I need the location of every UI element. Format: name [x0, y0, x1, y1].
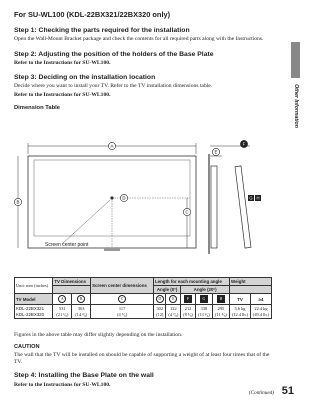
tv-dimension-diagram	[12, 140, 262, 258]
figures-note: Figures in the above table may differ slightly depending on the installation.	[14, 332, 183, 338]
side-tab	[291, 42, 300, 78]
step4-bold: Refer to the Instructions for SU-WL100.	[14, 382, 111, 388]
mounting-angle-header: Length for each mounting angle	[153, 278, 229, 286]
caution-heading: CAUTION	[14, 344, 40, 350]
marker-a: A	[110, 143, 114, 149]
step2-title: Step 2: Adjusting the position of the holders of the Base Plate	[14, 51, 214, 59]
cell-e: 122 (4 ⁷⁄₈)	[166, 305, 181, 318]
tv-stand-neck	[104, 248, 120, 251]
col-x4: ≥4	[250, 294, 271, 305]
col-e: E	[169, 295, 177, 303]
page-number: 51	[281, 385, 294, 397]
col-c: C	[118, 295, 126, 303]
cell-b: 363 (14 ³⁄₈)	[72, 305, 91, 318]
step3-title: Step 3: Deciding on the installation location	[14, 74, 156, 82]
marker-g: G	[249, 195, 253, 201]
page-content	[14, 10, 276, 113]
angle-0-header: Angle (0°)	[153, 286, 180, 294]
col-tv: TV	[230, 294, 251, 305]
cell-c: 117 (4 ⁵⁄₈)	[91, 305, 154, 318]
step3-text: Decide where you want to install your TV. Refer to the TV installation dimensions table.	[14, 83, 213, 90]
cell-d: 302 (12)	[153, 305, 166, 318]
step1-text: Open the Wall-Mount Bracket package and check the contents for all required parts along with the Instructions.	[14, 36, 264, 42]
marker-b: B	[16, 199, 20, 205]
unit-label: Unit: mm (inches)	[15, 278, 53, 294]
col-b: B	[77, 295, 85, 303]
wall-line	[208, 154, 210, 254]
continued-label: (Continued)	[248, 390, 274, 396]
weight-header: Weight	[230, 278, 272, 286]
tv-side-0deg	[211, 166, 217, 248]
col-h: H	[217, 295, 225, 303]
cell-g: 338 (13 ³⁄₈)	[195, 305, 212, 318]
page-heading: For SU-WL100 (KDL-22BX321/22BX320 only)	[14, 10, 171, 19]
cell-f: 212 (8 ³⁄₈)	[181, 305, 196, 318]
col-g: G	[200, 295, 208, 303]
col-a: A	[58, 295, 66, 303]
side-tab-label: Other Information	[292, 84, 299, 128]
cell-tv-weight: 5.6 kg (12.4 lb.)	[230, 305, 251, 318]
step2-bold: Refer to the Instructions for SU-WL100.	[14, 60, 111, 67]
row-models: KDL-22BX321 KDL-22BX320	[15, 305, 53, 318]
screen-center-header: Screen center dimensions	[91, 278, 154, 294]
marker-e: E	[214, 149, 218, 155]
screen-center-label: Screen center point	[45, 242, 89, 248]
marker-f: F	[242, 141, 246, 147]
cell-h: 295 (11 ⁵⁄₈)	[212, 305, 229, 318]
col-f: F	[184, 295, 192, 303]
col-d: D	[156, 295, 164, 303]
cell-x4-weight: 22.4 kg (49.4 lb.)	[250, 305, 271, 318]
tv-model-header: TV Model	[15, 294, 53, 305]
cell-a: 531 (21 ¹⁄₈)	[53, 305, 72, 318]
tv-side-20deg	[235, 166, 251, 248]
dimension-table	[14, 277, 272, 319]
angle-20-header: Angle (20°)	[181, 286, 230, 294]
table-row	[15, 305, 272, 318]
side-tab-label-wrap	[291, 78, 300, 134]
marker-d: D	[122, 195, 126, 201]
step4-title: Step 4: Installing the Base Plate on the wall	[14, 372, 154, 379]
caution-text: The wall that the TV will be installed on should be capable of supporting a weight of at least four times that of the TV.	[14, 352, 270, 366]
step3-bold: Refer to the Instructions for SU-WL100.	[14, 91, 111, 98]
tv-dimensions-header: TV Dimensions	[53, 278, 91, 286]
marker-c: C	[185, 209, 189, 215]
marker-h: H	[256, 195, 260, 201]
step1-title: Step 1: Checking the parts required for the installation	[14, 27, 190, 34]
dimension-table-title: Dimension Table	[14, 104, 60, 111]
